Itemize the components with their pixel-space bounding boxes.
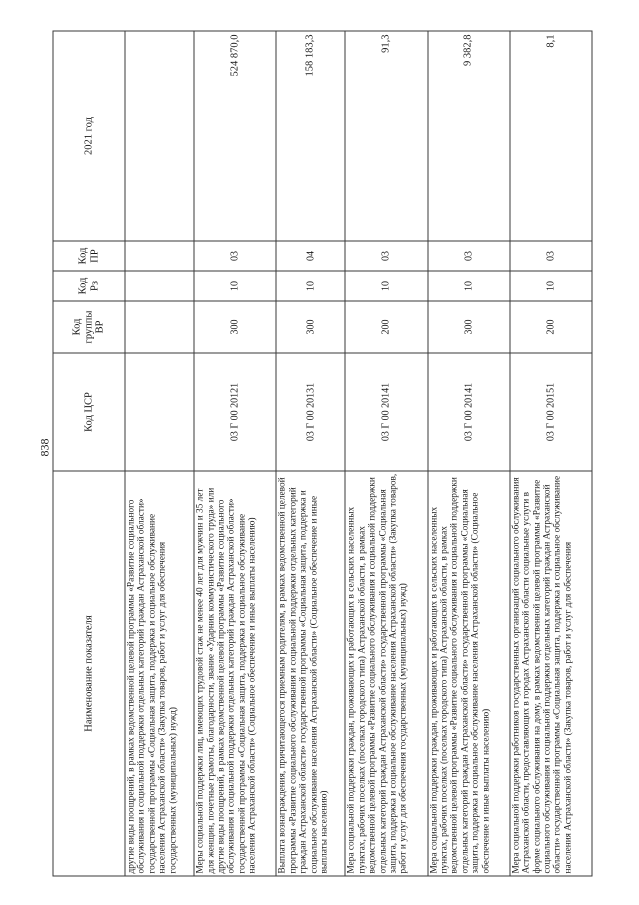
row-rz: 10 bbox=[194, 271, 276, 301]
row-name: Выплата вознаграждения, причитающегося приемным родителям, в рамках ведомственной целевой программы «Развитие социального обслуживания и социальной поддержки отдельных категорий граждан Астраханской области» государственной программы «Социальная защита, поддержка и социальное обслуживание населения Астраханской области» (Социальное обеспечение и иные выплаты населению) bbox=[276, 471, 345, 876]
row-amount: 91,3 bbox=[345, 31, 427, 241]
table-row bbox=[125, 31, 194, 876]
row-rz: 10 bbox=[276, 271, 345, 301]
row-pr: 03 bbox=[194, 241, 276, 271]
row-rz bbox=[125, 271, 194, 301]
row-vr bbox=[125, 301, 194, 353]
row-name: Мера социальной поддержки граждан, проживающих и работающих в сельских населенных пунктах, рабочих поселках (поселках городского типа) Астраханской области, в рамках ведомственной целевой программы «Развитие социального обслуживания и социальной поддержки отдельных категорий граждан Астраханской области» государственной программы «Социальная защита, поддержка и социальное обслуживание населения Астраханской области» (Закупка товаров, работ и услуг для обеспечения государственных (муниципальных) нужд) bbox=[345, 471, 427, 876]
rotated-page bbox=[53, 32, 593, 877]
row-name: Мера социальной поддержки работников государственных организаций социального обслуживания Астраханской области, предоставляющих в городах Астраханской области социальные услуги в форме социального обслуживания на дому, в рамках ведомственной целевой программы «Развитие социального обслуживания и социальной поддержки отдельных категорий граждан Астраханской области» государственной программы «Социальная защита, поддержка и социальное обслуживание населения Астраханской области» (Закупка товаров, работ и услуг для обеспечения bbox=[510, 471, 592, 876]
row-rz: 10 bbox=[510, 271, 592, 301]
row-amount: 9 382,8 bbox=[428, 31, 510, 241]
row-csr bbox=[125, 353, 194, 471]
row-pr: 03 bbox=[345, 241, 427, 271]
budget-table bbox=[53, 31, 593, 877]
row-amount: 524 870,0 bbox=[194, 31, 276, 241]
row-vr: 300 bbox=[428, 301, 510, 353]
header-rz: Код Рз bbox=[53, 271, 125, 301]
row-vr: 200 bbox=[345, 301, 427, 353]
header-name: Наименование показателя bbox=[53, 471, 125, 876]
table-row bbox=[428, 31, 510, 876]
row-name: другие виды поощрений, в рамках ведомственной целевой программы «Развитие социального обслуживания и социальной поддержки отдельных категорий граждан Астраханской области» государственной программы «Социальная защита, поддержка и социальное обслуживание населения Астраханской области» (Закупка товаров, работ и услуг для обеспечения государственных (муниципальных) нужд) bbox=[125, 471, 194, 876]
row-amount: 158 183,3 bbox=[276, 31, 345, 241]
table-row bbox=[276, 31, 345, 876]
table-row bbox=[345, 31, 427, 876]
row-amount: 8,1 bbox=[510, 31, 592, 241]
header-year: 2021 год bbox=[53, 31, 125, 241]
row-csr: 03 Г 00 20141 bbox=[345, 353, 427, 471]
row-vr: 300 bbox=[194, 301, 276, 353]
row-name: Мера социальной поддержки граждан, проживающих и работающих в сельских населенных пунктах, рабочих поселках (поселках городского типа) Астраханской области, в рамках ведомственной целевой программы «Развитие социального обслуживания и социальной поддержки отдельных категорий граждан Астраханской области» государственной программы «Социальная защита, поддержка и социальное обслуживание населения Астраханской области» (Социальное обеспечение и иные выплаты населению) bbox=[428, 471, 510, 876]
row-rz: 10 bbox=[428, 271, 510, 301]
row-pr: 03 bbox=[428, 241, 510, 271]
row-csr: 03 Г 00 20141 bbox=[428, 353, 510, 471]
row-name: Меры социальной поддержки лиц, имеющих трудовой стаж не менее 40 лет для мужчин и 35 лет для женщин, почетные грамоты, благодарности, звание «Ударник коммунистического труда» или другие виды поощрений, в рамках ведомственной целевой программы «Развитие социального обслуживания и социальной поддержки отдельных категорий граждан Астраханской области» государственной программы «Социальная защита, поддержка и социальное обслуживание населения Астраханской области» (Социальное обеспечение и иные выплаты населению) bbox=[194, 471, 276, 876]
row-rz: 10 bbox=[345, 271, 427, 301]
header-pr: Код ПР bbox=[53, 241, 125, 271]
table-row bbox=[194, 31, 276, 876]
table-row bbox=[510, 31, 592, 876]
row-pr: 03 bbox=[510, 241, 592, 271]
row-vr: 300 bbox=[276, 301, 345, 353]
table-header-row bbox=[53, 31, 125, 876]
row-csr: 03 Г 00 20131 bbox=[276, 353, 345, 471]
row-csr: 03 Г 00 20121 bbox=[194, 353, 276, 471]
row-csr: 03 Г 00 20151 bbox=[510, 353, 592, 471]
row-vr: 200 bbox=[510, 301, 592, 353]
header-vr: Код группы ВР bbox=[53, 301, 125, 353]
row-amount bbox=[125, 31, 194, 241]
row-pr: 04 bbox=[276, 241, 345, 271]
header-csr: Код ЦСР bbox=[53, 353, 125, 471]
page-number: 838 bbox=[37, 438, 52, 457]
row-pr bbox=[125, 241, 194, 271]
